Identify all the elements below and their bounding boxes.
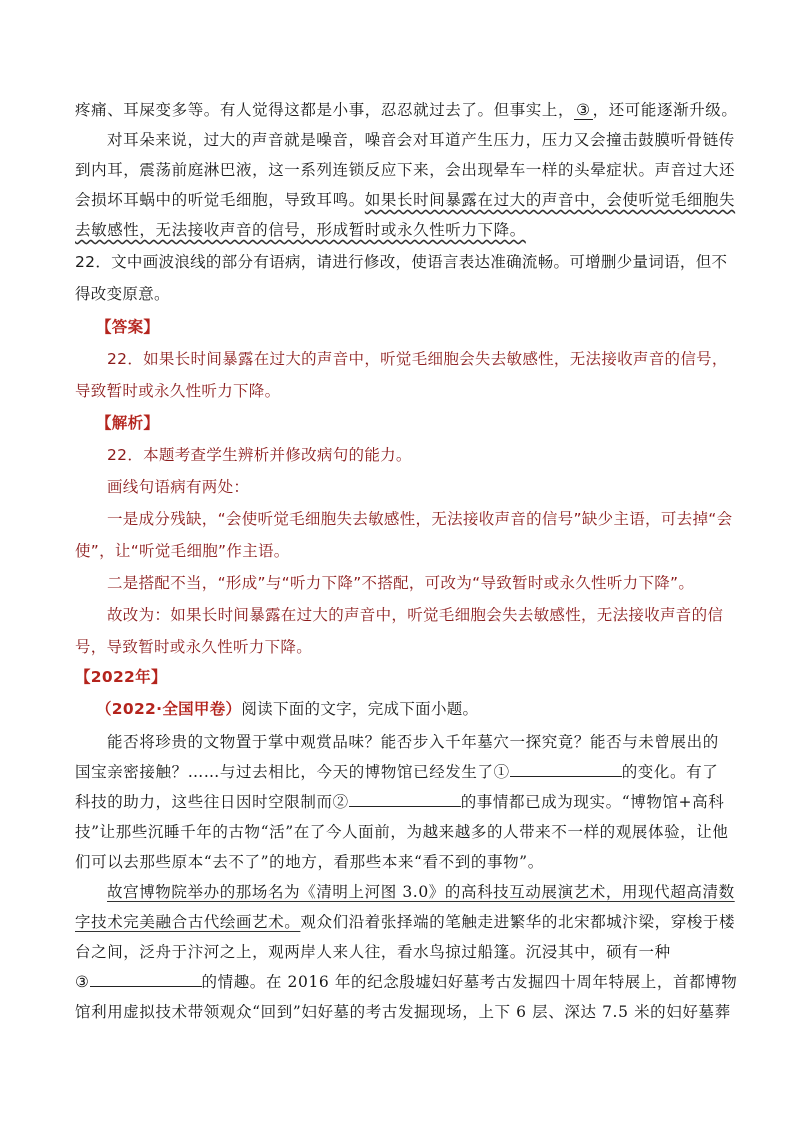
passage1-line2: 对耳朵来说，过大的声音就是噪音，噪音会对耳道产生压力，压力又会撞击鼓膜听骨链传 [107,131,735,149]
passage2-line7: 字技术完美融合古代绘画艺术。观众们沿着张择端的笔触走进繁华的北宋都城汴梁，穿梭于楼 [75,913,736,931]
wavy-underlined-sentence: 如果长时间暴露在过大的声音中，会使听觉毛细胞失 [364,191,736,209]
passage2-line3: 科技的助力，这些往日因时空限制而② 的事情都已成为现实。“博物馆+高科 [75,790,724,812]
passage2-line10: 馆利用虚拟技术带领观众“回到”妇好墓的考古发掘现场，上下 6 层、深达 7.5 米的妇好墓葬 [75,1003,731,1021]
answer-line2: 导致暂时或永久性听力下降。 [75,382,281,400]
blank-3-marker: ③ [576,101,591,119]
passage2-line5: 们可以去那些原本“去不了”的地方，看那些本来“看不到的事物”。 [75,853,544,871]
blank-1-input[interactable] [510,761,622,778]
exam-instruction: 阅读下面的文字，完成下面小题。 [241,700,479,718]
analysis-line6: 故改为：如果长时间暴露在过大的声音中，听觉毛细胞会失去敏感性，无法接收声音的信 [107,606,724,624]
passage2-line8: 台之间，泛舟于汴河之上，观两岸人来人往，看水鸟掠过船篷。沉浸其中，硕有一种 [75,943,671,961]
exam-source: （2022·全国甲卷） [96,700,242,718]
analysis-line5: 二是搭配不当，“形成”与“听力下降”不搭配，可改为“导致暂时或永久性听力下降”。 [107,574,695,592]
passage1-line5 [75,218,526,240]
analysis-line1: 22．本题考查学生辨析并修改病句的能力。 [107,446,412,464]
wavy-underlined-sentence-cont: 去敏感性，无法接收声音的信号，形成暂时或永久性听力下降。 [75,221,526,239]
year-heading: 【2022年】 [75,668,167,686]
blank-2-input[interactable] [349,791,461,808]
analysis-line7: 号，导致暂时或永久性听力下降。 [75,638,313,656]
passage1-line1: 疼痛、耳屎变多等。有人觉得这都是小事，忍忍就过去了。但事实上， ③ ，还可能逐渐升级。 [75,101,738,119]
answer-line1: 22．如果长时间暴露在过大的声音中，听觉毛细胞会失去敏感性，无法接收声音的信号， [107,350,728,368]
underlined-sentence-cont: 字技术完美融合古代绘画艺术。 [75,913,301,931]
underlined-sentence: 故宫博物院举办的那场名为《清明上河图 3.0》的高科技互动展演艺术，用现代超高清数 [107,883,735,901]
question-22-line2: 得改变原意。 [75,285,170,303]
passage2-line1: 能否将珍贵的文物置于掌中观赏品味？能否步入千年墓穴一探究竟？能否与未曾展出的 [107,733,719,751]
passage2-line2: 国宝亲密接触？……与过去相比，今天的博物馆已经发生了① 的变化。有了 [75,760,718,782]
analysis-line4: 使”，让“听觉毛细胞”作主语。 [75,542,290,560]
analysis-label: 【解析】 [96,414,160,432]
question-22-line1: 22．文中画波浪线的部分有语病，请进行修改，使语言表达准确流畅。可增删少量词语，但不 [75,253,728,271]
passage2-line4: 技”让那些沉睡千年的古物“活”在了今人面前，为越来越多的人带来不一样的观展体验，让他 [75,823,729,841]
passage1-line3: 到内耳，震荡前庭淋巴液，这一系列连锁反应下来，会出现晕车一样的头晕症状。声音过大还 [75,161,736,179]
analysis-line3: 一是成分残缺，“会使听觉毛细胞失去敏感性，无法接收声音的信号”缺少主语，可去掉“会 [107,510,733,528]
analysis-line2: 画线句语病有两处： [107,478,250,496]
exam-source-line [96,697,478,719]
answer-label: 【答案】 [96,318,160,336]
passage2-line6 [107,880,735,902]
passage1-line4: 会损坏耳蜗中的听觉毛细胞，导致耳鸣。如果长时间暴露在过大的声音中，会使听觉毛细胞失 [75,191,736,209]
blank-3-input[interactable] [90,971,202,988]
passage2-line9: ③ 的情趣。在 2016 年的纪念殷墟妇好墓考古发掘四十周年特展上，首都博物 [75,970,737,992]
